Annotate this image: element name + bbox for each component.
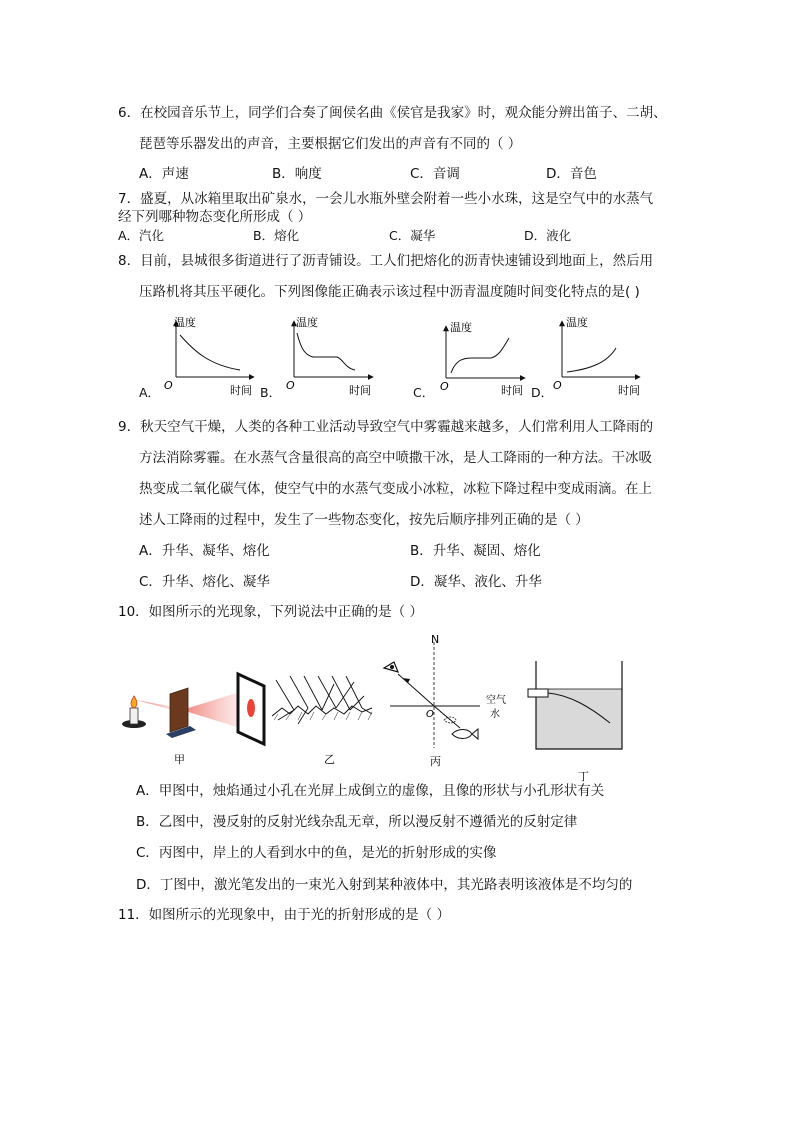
fig-label-bing: 丙 — [430, 755, 441, 768]
liquid — [536, 689, 622, 749]
q8-graph-d — [552, 313, 652, 397]
q8-ylabel-b: 温度 — [296, 316, 318, 329]
q7-option-d: D．液化 — [524, 228, 572, 243]
q10-figure-ding — [520, 655, 630, 785]
q8-graph-c — [437, 318, 537, 398]
q8-letter-b: B． — [260, 385, 282, 400]
q6-option-c: C．音调 — [410, 166, 460, 182]
candle-flame-icon — [131, 696, 137, 708]
q7-option-b: B．熔化 — [253, 228, 300, 243]
laser-pointer — [528, 689, 548, 697]
q9-option-c: C．升华、熔化、凝华 — [139, 574, 270, 590]
q9-option-b: B．升华、凝固、熔化 — [410, 543, 541, 559]
q8-curve-c — [451, 338, 509, 373]
fish-icon — [452, 729, 478, 739]
q6-option-a: A．声速 — [139, 166, 189, 182]
candle — [130, 708, 138, 724]
fig-normal-label: N — [431, 633, 440, 646]
q10-option-c: C．丙图中，岸上的人看到水中的鱼，是光的折射形成的实像 — [136, 845, 497, 861]
q8-origin-b: O — [286, 379, 295, 392]
q7-option-a: A．汽化 — [118, 228, 165, 243]
q8-letter-a: A． — [139, 385, 161, 400]
q10-figure-bing — [380, 630, 520, 770]
q9-text-line3: 热变成二氧化碳气体，使空气中的水蒸气变成小冰粒，冰粒下降过程中变成雨滴。在上 — [139, 481, 652, 497]
fig-label-jia: 甲 — [174, 753, 185, 766]
q7-text-line2: 经下列哪种物态变化所形成（ ） — [118, 209, 312, 225]
q7-text-line1: 7．盛夏，从冰箱里取出矿泉水，一会儿水瓶外壁会附着一些小水珠，这是空气中的水蒸气 — [118, 191, 654, 207]
q8-ylabel-a: 温度 — [174, 316, 196, 329]
pinhole-card — [170, 688, 188, 732]
q9-option-a: A．升华、凝华、熔化 — [139, 543, 270, 559]
q10-stem: 10．如图所示的光现象，下列说法中正确的是（ ） — [118, 604, 423, 620]
q8-curve-b — [297, 333, 355, 370]
q8-letter-c: C． — [413, 385, 435, 400]
q8-graph-b — [285, 313, 385, 397]
q11-stem: 11．如图所示的光现象中，由于光的折射形成的是（ ） — [118, 907, 450, 923]
q6-text-line2: 琵琶等乐器发出的声音，主要根据它们发出的声音有不同的（ ） — [139, 136, 522, 152]
q10-figure-jia — [118, 660, 278, 770]
q8-xlabel-d: 时间 — [618, 384, 640, 397]
light-beam-out — [182, 692, 240, 728]
q8-text-line1: 8．目前，县城很多街道进行了沥青铺设。工人们把熔化的沥青快速铺设到地面上，然后用 — [118, 253, 654, 269]
q6-text-line1: 6．在校园音乐节上，同学们合奏了闽侯名曲《侯官是我家》时，观众能分辨出笛子、二胡、 — [118, 105, 667, 121]
q6-option-b: B．响度 — [272, 166, 322, 182]
q10-figure-yi — [268, 672, 378, 772]
q8-ylabel-d: 温度 — [566, 316, 588, 329]
fig-label-ding: 丁 — [578, 770, 589, 783]
q10-option-a: A．甲图中，烛焰通过小孔在光屏上成倒立的虚像，且像的形状与小孔形状有关 — [136, 783, 605, 799]
q8-text-line2: 压路机将其压平硬化。下列图像能正确表示该过程中沥青温度随时间变化特点的是( ) — [139, 284, 640, 300]
q8-origin-a: O — [164, 379, 173, 392]
q8-origin-c: O — [440, 380, 449, 393]
q10-option-b: B．乙图中，漫反射的反射光线杂乱无章，所以漫反射不遵循光的反射定律 — [136, 814, 578, 830]
q9-option-d: D．凝华、液化、升华 — [410, 574, 542, 590]
q8-xlabel-c: 时间 — [501, 384, 523, 397]
fig-air-label: 空气 — [486, 695, 506, 706]
fig-water-label: 水 — [490, 709, 500, 720]
q8-letter-d: D． — [531, 385, 554, 400]
screen-image — [247, 699, 255, 717]
q8-xlabel-a: 时间 — [230, 384, 252, 397]
fig-origin-label: O — [426, 709, 434, 720]
q10-option-d: D．丁图中，激光笔发出的一束光入射到某种液体中，其光路表明该液体是不均匀的 — [136, 877, 633, 893]
q7-option-c: C．凝华 — [389, 228, 436, 243]
q8-xlabel-b: 时间 — [349, 384, 371, 397]
q6-option-d: D．音色 — [546, 166, 597, 182]
q8-origin-d: O — [553, 379, 562, 392]
fig-label-yi: 乙 — [324, 753, 335, 766]
q9-text-line4: 述人工降雨的过程中，发生了一些物态变化，按先后顺序排列正确的是（ ） — [139, 512, 589, 528]
q9-text-line2: 方法消除雾霾。在水蒸气含量很高的高空中喷撒干冰，是人工降雨的一种方法。干冰吸 — [139, 450, 652, 466]
q8-curve-a — [180, 335, 240, 370]
q8-curve-d — [567, 348, 616, 372]
q8-graph-a — [164, 313, 264, 397]
q9-text-line1: 9．秋天空气干燥，人类的各种工业活动导致空气中雾霾越来越多，人们常利用人工降雨的 — [118, 419, 654, 435]
q8-ylabel-c: 温度 — [450, 321, 472, 334]
